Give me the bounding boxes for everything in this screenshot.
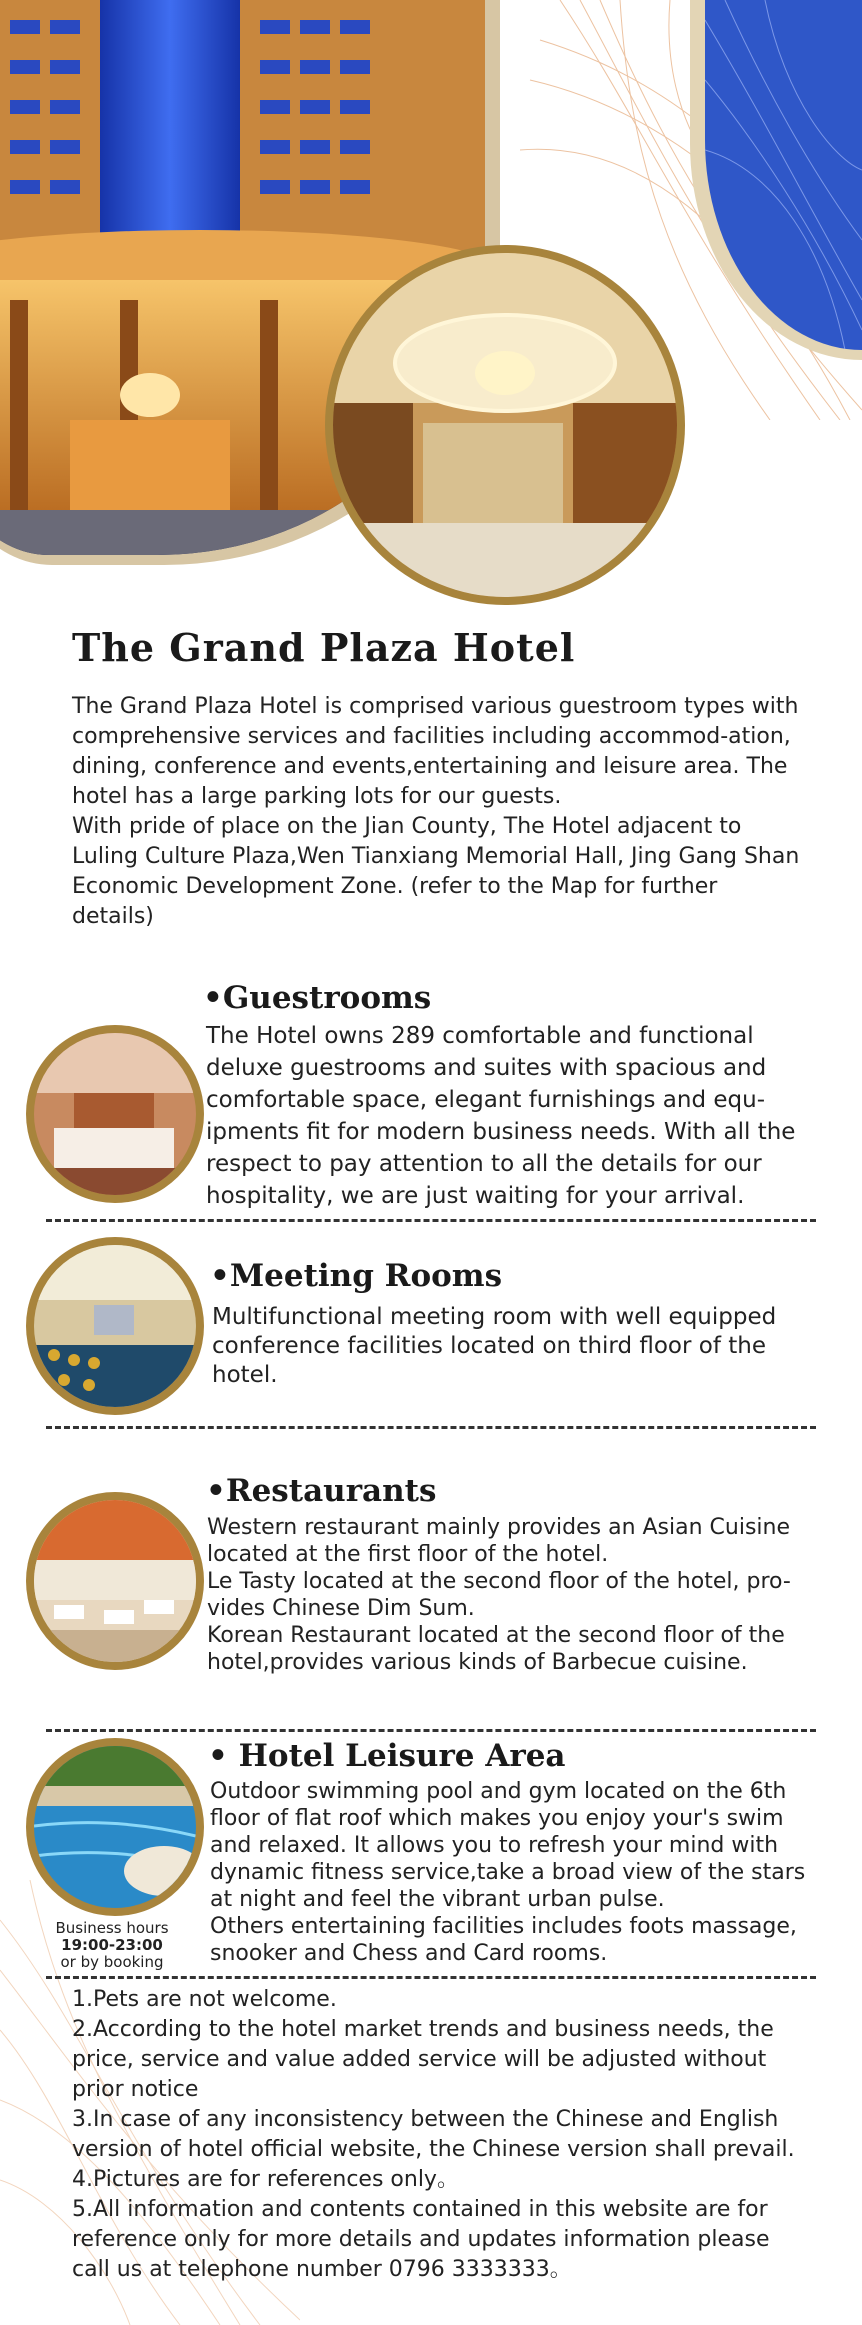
- note-3: 3.In case of any inconsistency between the Chinese and English version of hotel official website, the Chinese version shall prevail.: [72, 2107, 795, 2162]
- divider-4: [46, 1976, 816, 1979]
- leisure-body: [210, 1778, 810, 1967]
- restaurant-line-3: Korean Restaurant located at the second floor of the hotel,provides various kinds of Barbecue cuisine.: [207, 1623, 785, 1675]
- hours-note: or by booking: [60, 1953, 164, 1971]
- divider-1: [46, 1219, 816, 1222]
- guestrooms-text: The Hotel owns 289 comfortable and functional deluxe guestrooms and suites with spacious and comfortable space, elegant furnishings and equ-ipments fit for modern business needs. With all the respect to pay attention to all the details for our hospitality, we are just waiting for your arrival.: [206, 1023, 796, 1209]
- blue-decorative-panel: [690, 0, 862, 360]
- restaurants-body: [207, 1514, 807, 1676]
- intro-paragraph-1: The Grand Plaza Hotel is comprised various guestroom types with comprehensive services and facilities including accommod-ation, dining, conference and events,entertaining and leisure area. The hotel has a large parking lots for our guests.: [72, 694, 799, 809]
- guestrooms-body: [206, 1020, 801, 1212]
- meeting-photo-frame: [26, 1237, 204, 1415]
- note-5: 5.All information and contents contained in this website are for reference only for more details and updates information please call us at telephone number 0796 3333333。: [72, 2197, 770, 2282]
- divider-3: [46, 1729, 816, 1732]
- lobby-photo-frame: [325, 245, 685, 605]
- notes-list: [72, 1985, 812, 2285]
- meeting-title: •Meeting Rooms: [210, 1258, 503, 1294]
- note-4: 4.Pictures are for references only。: [72, 2167, 459, 2192]
- hotel-intro: [72, 692, 802, 932]
- hotel-title: The Grand Plaza Hotel: [72, 625, 576, 670]
- note-1: 1.Pets are not welcome.: [72, 1987, 337, 2012]
- hours-time: 19:00-23:00: [61, 1936, 163, 1954]
- divider-2: [46, 1426, 816, 1429]
- restaurant-line-1: Western restaurant mainly provides an Asian Cuisine located at the first floor of the hotel.: [207, 1515, 791, 1567]
- leisure-text: Outdoor swimming pool and gym located on the 6th floor of flat roof which makes you enjoy your's swim and relaxed. It allows you to refresh your mind with dynamic fitness service,take a broad view of the stars at night and feel the vibrant urban pulse.: [210, 1779, 806, 1912]
- hours-label: Business hours: [55, 1919, 169, 1937]
- meeting-text: Multifunctional meeting room with well equipped conference facilities located on third floor of the hotel.: [212, 1304, 777, 1388]
- leisure-text-2: Others entertaining facilities includes foots massage, snooker and Chess and Card rooms.: [210, 1914, 797, 1966]
- meeting-photo: [34, 1245, 196, 1407]
- intro-paragraph-2: With pride of place on the Jian County, The Hotel adjacent to Luling Culture Plaza,Wen Tianxiang Memorial Hall, Jing Gang Shan Economic Development Zone. (refer to the Map for further details): [72, 814, 800, 929]
- restaurant-photo: [34, 1500, 196, 1662]
- restaurant-line-2: Le Tasty located at the second floor of the hotel, pro-vides Chinese Dim Sum.: [207, 1569, 791, 1621]
- restaurant-photo-frame: [26, 1492, 204, 1670]
- leisure-title: • Hotel Leisure Area: [208, 1738, 566, 1774]
- meeting-body: [212, 1303, 812, 1390]
- pool-photo: [34, 1746, 196, 1908]
- lobby-photo: [333, 253, 677, 597]
- note-2: 2.According to the hotel market trends and business needs, the price, service and value added service will be adjusted without prior notice: [72, 2017, 774, 2102]
- guestroom-photo-frame: [26, 1025, 204, 1203]
- guestroom-photo: [34, 1033, 196, 1195]
- blue-decorative-panel-inner: [705, 0, 862, 350]
- pool-photo-frame: [26, 1738, 204, 1916]
- guestrooms-title: •Guestrooms: [203, 980, 432, 1016]
- restaurants-title: •Restaurants: [206, 1473, 437, 1509]
- business-hours: [22, 1920, 202, 1971]
